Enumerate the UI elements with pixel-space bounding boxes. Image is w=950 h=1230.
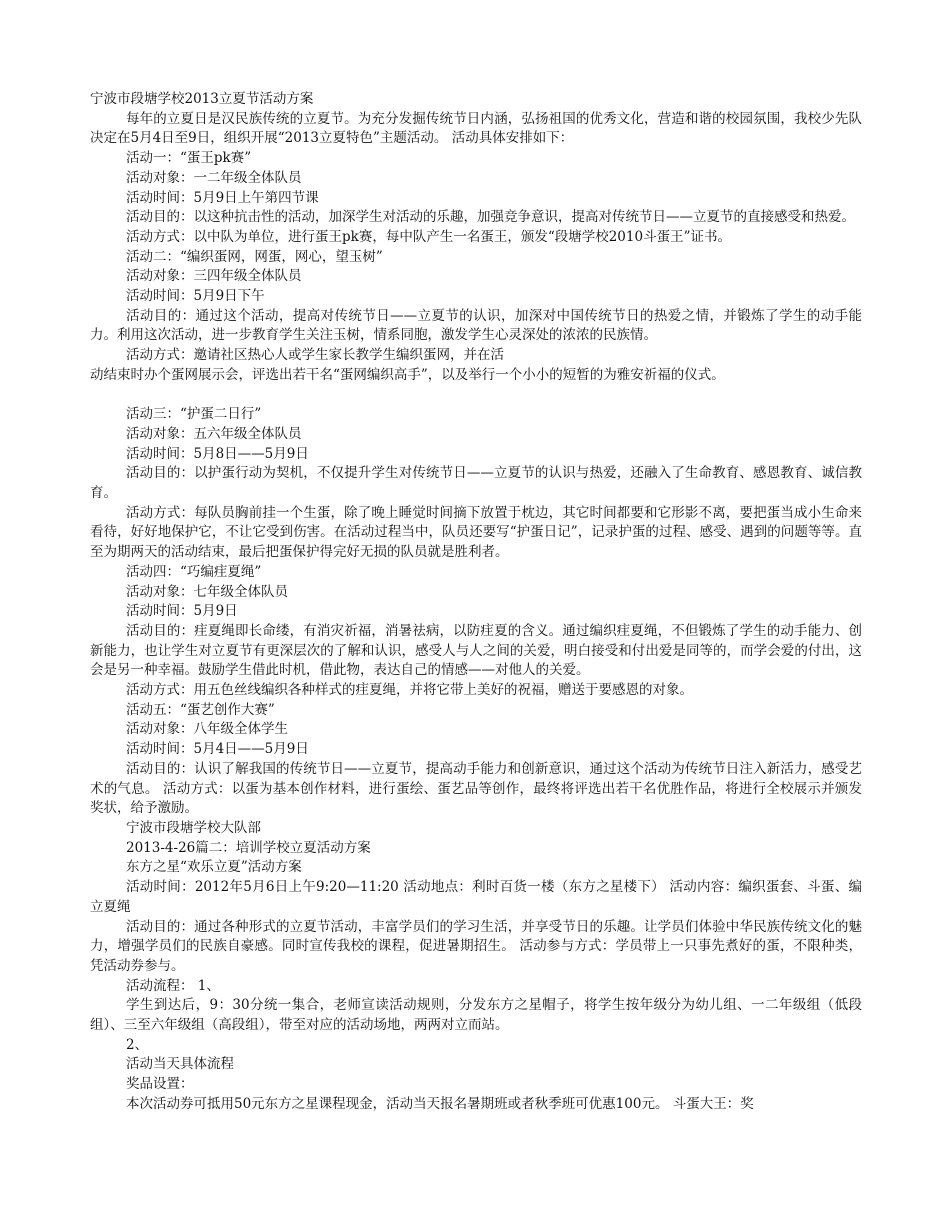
- activity-4-purpose: 活动目的：疰夏绳即长命缕，有消灾祈福，消暑祛病，以防疰夏的含义。通过编织疰夏绳，不但锻炼了学生的动手能力、创新能力，也让学生对立夏节有更深层次的了解和认识，感受人与人之间的关爱，明白接受和付出爱是同等的，而学会爱的付出，这会是另一种幸福。鼓励学生借此时机，借此物，表达自己的情感——对他人的关爱。: [90, 622, 862, 679]
- activity-1-target: 活动对象：一二年级全体队员: [126, 169, 302, 186]
- activity-2-method: 活动方式：邀请社区热心人或学生家长教学生编织蛋网，并在活: [126, 347, 504, 364]
- activity-1-method: 活动方式：以中队为单位，进行蛋王pk赛，每中队产生一名蛋王，颁发“段塘学校2010斗蛋王”证书。: [126, 228, 731, 245]
- activity-4-time: 活动时间：5月9日: [126, 603, 238, 620]
- plan-2-flow-1: 活动流程： 1、: [126, 977, 220, 994]
- plan-2-time-place: 活动时间：2012年5月6日上午9:20—11:20 活动地点：利时百货一楼（东方之星楼下） 活动内容：编织蛋套、斗蛋、编立夏绳: [90, 879, 862, 915]
- plan-2-flow-day: 活动当天具体流程: [126, 1056, 234, 1073]
- activity-3-method: 活动方式：每队员胸前挂一个生蛋，除了晚上睡觉时间摘下放置于枕边，其它时间都要和它形影不离，要把蛋当成小生命来看待，好好地保护它，不让它受到伤害。在活动过程当中，队员还要写“护蛋日记”，记录护蛋的过程、感受、遇到的问题等等。直至为期两天的活动结束，最后把蛋保护得完好无损的队员就是胜利者。: [90, 504, 862, 561]
- activity-5-purpose-method: 活动目的：认识了解我国的传统节日——立夏节，提高动手能力和创新意识，通过这个活动为传统节日注入新活力，感受艺术的气息。 活动方式：以蛋为基本创作材料，进行蛋绘、蛋艺品等创作，最终将评选出若干名优胜作品，将进行全校展示并颁发奖状，给予激励。: [90, 760, 862, 817]
- activity-4-method: 活动方式：用五色丝线编织各种样式的疰夏绳，并将它带上美好的祝福，赠送于要感恩的对象。: [126, 682, 693, 699]
- activity-4-title: 活动四：“巧编疰夏绳”: [126, 563, 262, 580]
- activity-5-title: 活动五：“蛋艺创作大赛”: [126, 701, 275, 718]
- document-title: 宁波市段塘学校2013立夏节活动方案: [90, 91, 314, 107]
- activity-2-target: 活动对象：三四年级全体队员: [126, 268, 302, 285]
- intro-paragraph: 每年的立夏日是汉民族传统的立夏节。为充分发掘传统节日内涵，弘扬祖国的优秀文化，营造和谐的校园氛围，我校少先队决定在5月4日至9日，组织开展“2013立夏特色”主题活动。 活动具体安排如下：: [90, 110, 862, 147]
- plan-2-flow-1-detail: 学生到达后，9：30分统一集合，老师宣读活动规则，分发东方之星帽子，将学生按年级分为幼儿组、一二年级组（低段组）、三至六年级组（高段组），带至对应的活动场地，两两对立而站。: [90, 997, 862, 1034]
- plan-2-flow-2: 2、: [126, 1036, 149, 1053]
- activity-3-time: 活动时间：5月8日——5月9日: [126, 445, 309, 462]
- plan-2-title: 东方之星“欢乐立夏”活动方案: [126, 859, 302, 876]
- activity-5-time: 活动时间：5月4日——5月9日: [126, 741, 309, 758]
- activity-1-title: 活动一：“蛋王pk赛”: [126, 150, 252, 167]
- activity-2-method-continued: 动结束时办个蛋网展示会，评选出若干名“蛋网编织高手”，以及举行一个小小的短暂的为雅安祈福的仪式。: [90, 366, 725, 383]
- plan-2-prizes-detail: 本次活动券可抵用50元东方之星课程现金，活动当天报名暑期班或者秋季班可优惠100元。 斗蛋大王：奖: [126, 1095, 754, 1112]
- activity-1-purpose: 活动目的：以这种抗击性的活动，加深学生对活动的乐趣，加强竞争意识，提高对传统节日——立夏节的直接感受和热爱。: [126, 209, 855, 226]
- signature-org: 宁波市段塘学校大队部: [126, 820, 261, 836]
- activity-4-target: 活动对象：七年级全体队员: [126, 583, 288, 600]
- activity-2-time: 活动时间：5月9日下午: [126, 288, 265, 305]
- activity-3-target: 活动对象：五六年级全体队员: [126, 425, 302, 442]
- activity-2-purpose: 活动目的：通过这个活动，提高对传统节日——立夏节的认识，加深对中国传统节日的热爱之情，并锻炼了学生的动手能力。利用这次活动，进一步教育学生关注玉树，情系同胞，激发学生心灵深处的浓浓的民族情。: [90, 307, 862, 344]
- activity-1-time: 活动时间：5月9日上午第四节课: [126, 189, 319, 206]
- activity-2-title: 活动二：“编织蛋网，网蛋，网心，望玉树”: [126, 248, 383, 265]
- signature-date-next-title: 2013-4-26篇二：培训学校立夏活动方案: [126, 839, 371, 856]
- activity-5-target: 活动对象：八年级全体学生: [126, 721, 288, 738]
- activity-3-purpose: 活动目的：以护蛋行动为契机，不仅提升学生对传统节日——立夏节的认识与热爱，还融入了生命教育、感恩教育、诚信教育。: [90, 465, 862, 502]
- plan-2-purpose: 活动目的：通过各种形式的立夏节活动，丰富学员们的学习生活，并享受节日的乐趣。让学员们体验中华民族传统文化的魅力，增强学员们的民族自豪感。同时宣传我校的课程，促进暑期招生。 活动参与方式：学员带上一只事先煮好的蛋，不限种类，凭活动券参与。: [90, 918, 862, 974]
- activity-3-title: 活动三：“护蛋二日行”: [126, 406, 262, 423]
- plan-2-prizes: 奖品设置：: [126, 1076, 194, 1093]
- blank-line: [90, 386, 862, 406]
- document-body: [90, 90, 862, 1115]
